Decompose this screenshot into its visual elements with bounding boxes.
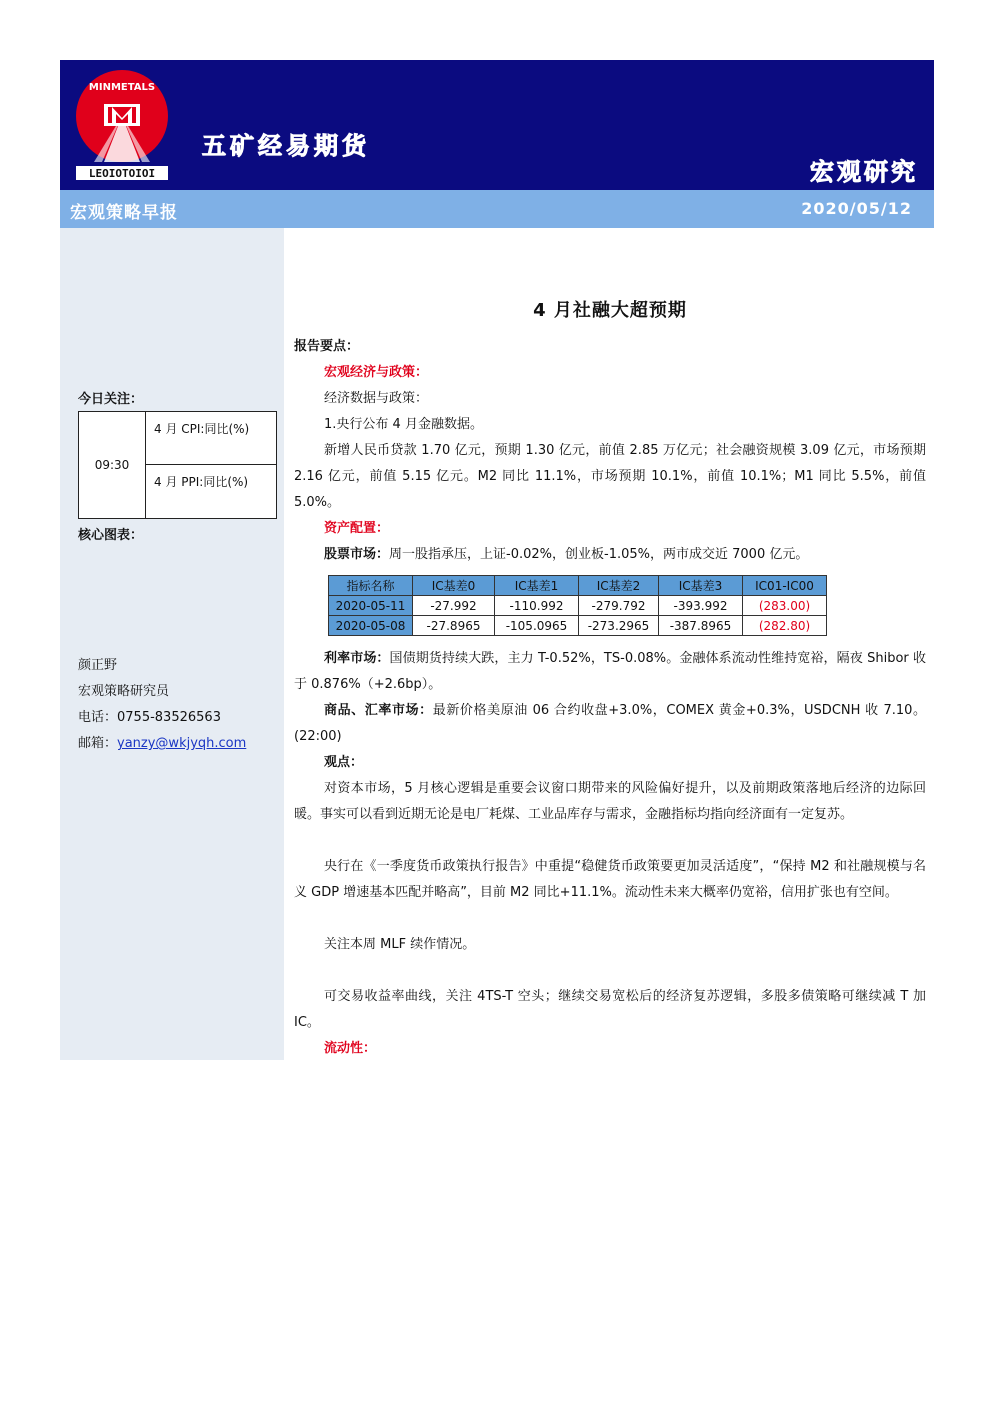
table-cell: -273.2965 (579, 616, 659, 636)
item-1: 1.央行公布 4 月金融数据。 (324, 417, 483, 432)
table-cell: 2020-05-08 (329, 616, 413, 636)
view-heading: 观点： (324, 755, 364, 770)
report-header (60, 60, 934, 190)
author-email (78, 732, 246, 751)
equity-paragraph (294, 542, 926, 568)
macro-heading: 宏观经济与政策： (324, 365, 429, 380)
table-cell: -387.8965 (659, 616, 743, 636)
table-cell: -105.0965 (495, 616, 579, 636)
calendar-item: 4 月 PPI:同比(%) (154, 475, 249, 489)
table-cell: (282.80) (743, 616, 827, 636)
logo-text-bottom: LEOIOTOIOI (88, 167, 156, 180)
table-header-cell: 指标名称 (329, 576, 413, 596)
table-header-cell: IC基差2 (579, 576, 659, 596)
fx-label: 商品、汇率市场： (324, 703, 433, 718)
document-title: 4 月社融大超预期 (533, 300, 687, 321)
asset-allocation-heading: 资产配置： (324, 521, 390, 536)
core-chart-label: 核心图表： (78, 528, 144, 543)
table-cell: 2020-05-11 (329, 596, 413, 616)
rates-text: 国债期货持续大跌，主力 T-0.52%，TS-0.08%。金融体系流动性维持宽裕，隔夜 Shibor 收于 0.876%（+2.6bp）。 (294, 651, 926, 692)
econ-subheading: 经济数据与政策： (324, 391, 429, 406)
author-phone (78, 706, 221, 725)
table-row (329, 616, 827, 636)
equity-label: 股票市场： (324, 547, 390, 562)
table-cell: -27.992 (413, 596, 495, 616)
report-subheader (60, 190, 934, 228)
table-cell: (283.00) (743, 596, 827, 616)
view-paragraph-3: 关注本周 MLF 续作情况。 (324, 937, 476, 952)
strategy-paragraph: 可交易收益率曲线，关注 4TS-T 空头；继续交易宽松后的经济复苏逻辑，多股多债策略可继续减 T 加 IC。 (294, 989, 926, 1030)
ic-basis-table (328, 575, 827, 636)
fx-text: 最新价格美原油 06 合约收盘+3.0%，COMEX 黄金+0.3%，USDCNH 收 7.10。(22:00) (294, 703, 926, 744)
table-header-cell: IC基差0 (413, 576, 495, 596)
table-header-cell: IC基差1 (495, 576, 579, 596)
table-cell: -393.992 (659, 596, 743, 616)
key-points-heading: 报告要点： (294, 339, 360, 354)
calendar-time: 09:30 (79, 412, 146, 518)
view-paragraph-1: 对资本市场，5 月核心逻辑是重要会议窗口期带来的风险偏好提升，以及前期政策落地后经济的边际回暖。事实可以看到近期无论是电厂耗煤、工业品库存与需求，金融指标均指向经济面有一定复苏。 (294, 781, 926, 822)
calendar-table (78, 411, 277, 519)
rates-label: 利率市场： (324, 651, 390, 666)
table-header-cell: IC基差3 (659, 576, 743, 596)
logo-text-top: MINMETALS (88, 82, 156, 93)
table-header-cell: IC01-IC00 (743, 576, 827, 596)
department-name: 宏观研究 (810, 158, 918, 186)
table-cell: -279.792 (579, 596, 659, 616)
company-name: 五矿经易期货 (202, 132, 370, 160)
sidebar (60, 228, 284, 1060)
phone-value: 0755-83526563 (117, 710, 221, 725)
today-focus-label: 今日关注： (78, 392, 144, 407)
table-header-row (329, 576, 827, 596)
equity-text: 周一股指承压，上证-0.02%，创业板-1.05%，两市成交近 7000 亿元。 (389, 547, 809, 562)
fx-paragraph (294, 698, 926, 750)
author-name: 颜正野 (78, 658, 118, 673)
calendar-item: 4 月 CPI:同比(%) (146, 412, 276, 465)
view-paragraph-2: 央行在《一季度货币政策执行报告》中重提“稳健货币政策要更加灵活适度”，“保持 M2 和社融规模与名义 GDP 增速基本匹配并略高”，目前 M2 同比+11.1%。流动性未来大概率仍宽裕，信用扩张也有空间。 (294, 859, 926, 900)
report-type: 宏观策略早报 (70, 203, 178, 223)
table-cell: -27.8965 (413, 616, 495, 636)
report-date: 2020/05/12 (801, 199, 912, 218)
phone-label: 电话： (78, 710, 118, 725)
table-row (329, 596, 827, 616)
table-cell: -110.992 (495, 596, 579, 616)
rates-paragraph (294, 646, 926, 698)
author-title: 宏观策略研究员 (78, 684, 170, 699)
liquidity-heading: 流动性： (324, 1041, 377, 1056)
email-label: 邮箱： (78, 736, 118, 751)
minmetals-logo (74, 70, 170, 180)
finance-data-paragraph: 新增人民币贷款 1.70 亿元，预期 1.30 亿元，前值 2.85 万亿元；社会融资规模 3.09 亿元，市场预期 2.16 亿元，前值 5.15 亿元。M2 同比 11.1%，市场预期 10.1%，前值 10.1%；M1 同比 5.5%，前值 5.0%。 (294, 443, 926, 510)
email-link[interactable]: yanzy@wkjyqh.com (117, 736, 247, 751)
